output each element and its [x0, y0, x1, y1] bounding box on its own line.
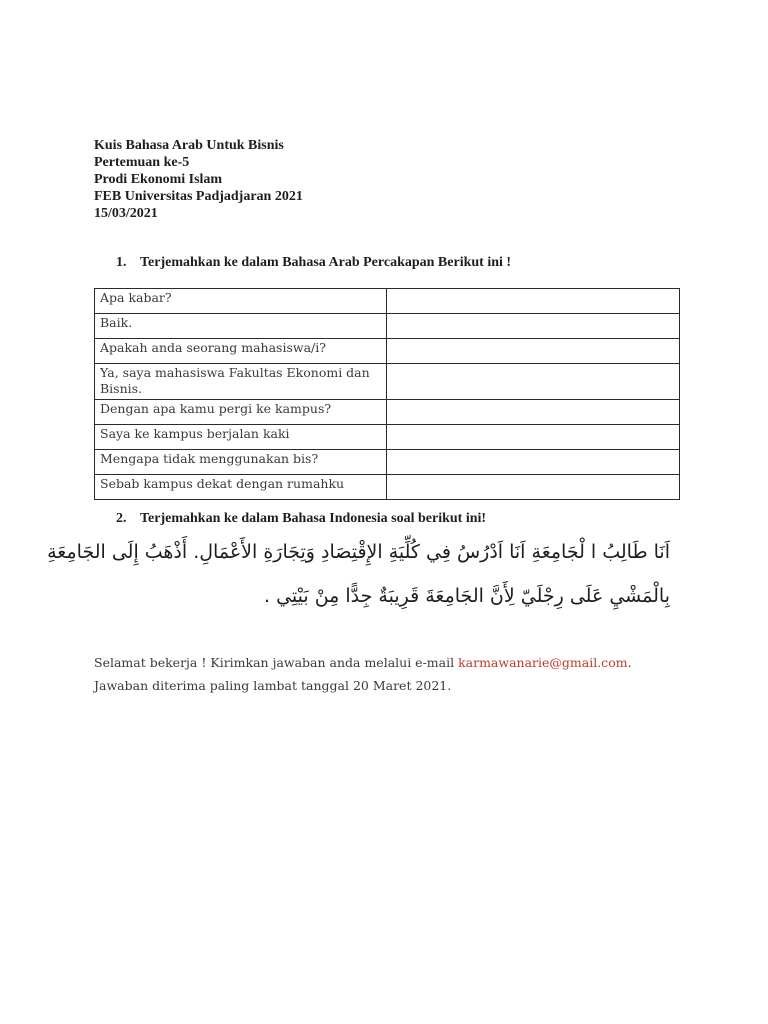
- question-1-number: 1.: [116, 255, 127, 270]
- arabic-text-line-1: اَنَا طَالِبُ ا لْجَامِعَةِ اَنَا اَدْرُسُ فِي كُلِّيَةِ الإِقْتِصَادِ وَتِجَارَةِ الأَعْمَالِ. أَذْهَبُ إِلَى الجَامِعَةِ: [47, 541, 670, 563]
- university-name: FEB Universitas Padjadjaran 2021: [94, 189, 303, 204]
- meeting-number: Pertemuan ke-5: [94, 155, 190, 170]
- table-cell-indonesian: Baik.: [95, 314, 387, 339]
- closing-note: [94, 651, 674, 697]
- table-row: [95, 450, 680, 475]
- conversation-table: [94, 288, 680, 500]
- table-cell-indonesian: Dengan apa kamu pergi ke kampus?: [95, 400, 387, 425]
- table-cell-answer: [387, 339, 680, 364]
- table-cell-indonesian: Mengapa tidak menggunakan bis?: [95, 450, 387, 475]
- table-row: [95, 400, 680, 425]
- table-cell-answer: [387, 475, 680, 500]
- closing-text-start: Selamat bekerja ! Kirimkan jawaban anda melalui e-mail: [94, 655, 459, 670]
- email-link[interactable]: karmawanarie@gmail.com: [458, 655, 628, 670]
- table-row: [95, 364, 680, 400]
- table-row: [95, 314, 680, 339]
- table-cell-indonesian: Sebab kampus dekat dengan rumahku: [95, 475, 387, 500]
- arabic-text-line-2: بِالْمَشْيِ عَلَى رِجْلَيّ لِأَنَّ الجَامِعَةَ قَرِيبَةٌ جِدًّا مِنْ بَيْتِي .: [264, 585, 670, 607]
- quiz-title: Kuis Bahasa Arab Untuk Bisnis: [94, 138, 284, 153]
- table-cell-answer: [387, 314, 680, 339]
- study-program: Prodi Ekonomi Islam: [94, 172, 223, 187]
- table-row: [95, 425, 680, 450]
- table-cell-answer: [387, 400, 680, 425]
- table-row: [95, 289, 680, 314]
- table-row: [95, 475, 680, 500]
- table-cell-indonesian: Apakah anda seorang mahasiswa/i?: [95, 339, 387, 364]
- question-1: [116, 255, 511, 271]
- table-cell-indonesian: Apa kabar?: [95, 289, 387, 314]
- question-1-text: Terjemahkan ke dalam Bahasa Arab Percakapan Berikut ini !: [140, 255, 512, 270]
- quiz-date: 15/03/2021: [94, 206, 158, 221]
- table-cell-answer: [387, 289, 680, 314]
- table-cell-answer: [387, 425, 680, 450]
- table-cell-answer: [387, 364, 680, 400]
- question-2: [116, 511, 486, 527]
- table-row: [95, 339, 680, 364]
- document-header: [94, 137, 303, 222]
- closing-text-end: . Jawaban diterima paling lambat tanggal 20 Maret 2021.: [94, 655, 632, 693]
- table-cell-indonesian: Saya ke kampus berjalan kaki: [95, 425, 387, 450]
- table-cell-indonesian: Ya, saya mahasiswa Fakultas Ekonomi dan Bisnis.: [95, 364, 387, 400]
- question-2-text: Terjemahkan ke dalam Bahasa Indonesia soal berikut ini!: [140, 511, 487, 526]
- table-cell-answer: [387, 450, 680, 475]
- question-2-number: 2.: [116, 511, 127, 526]
